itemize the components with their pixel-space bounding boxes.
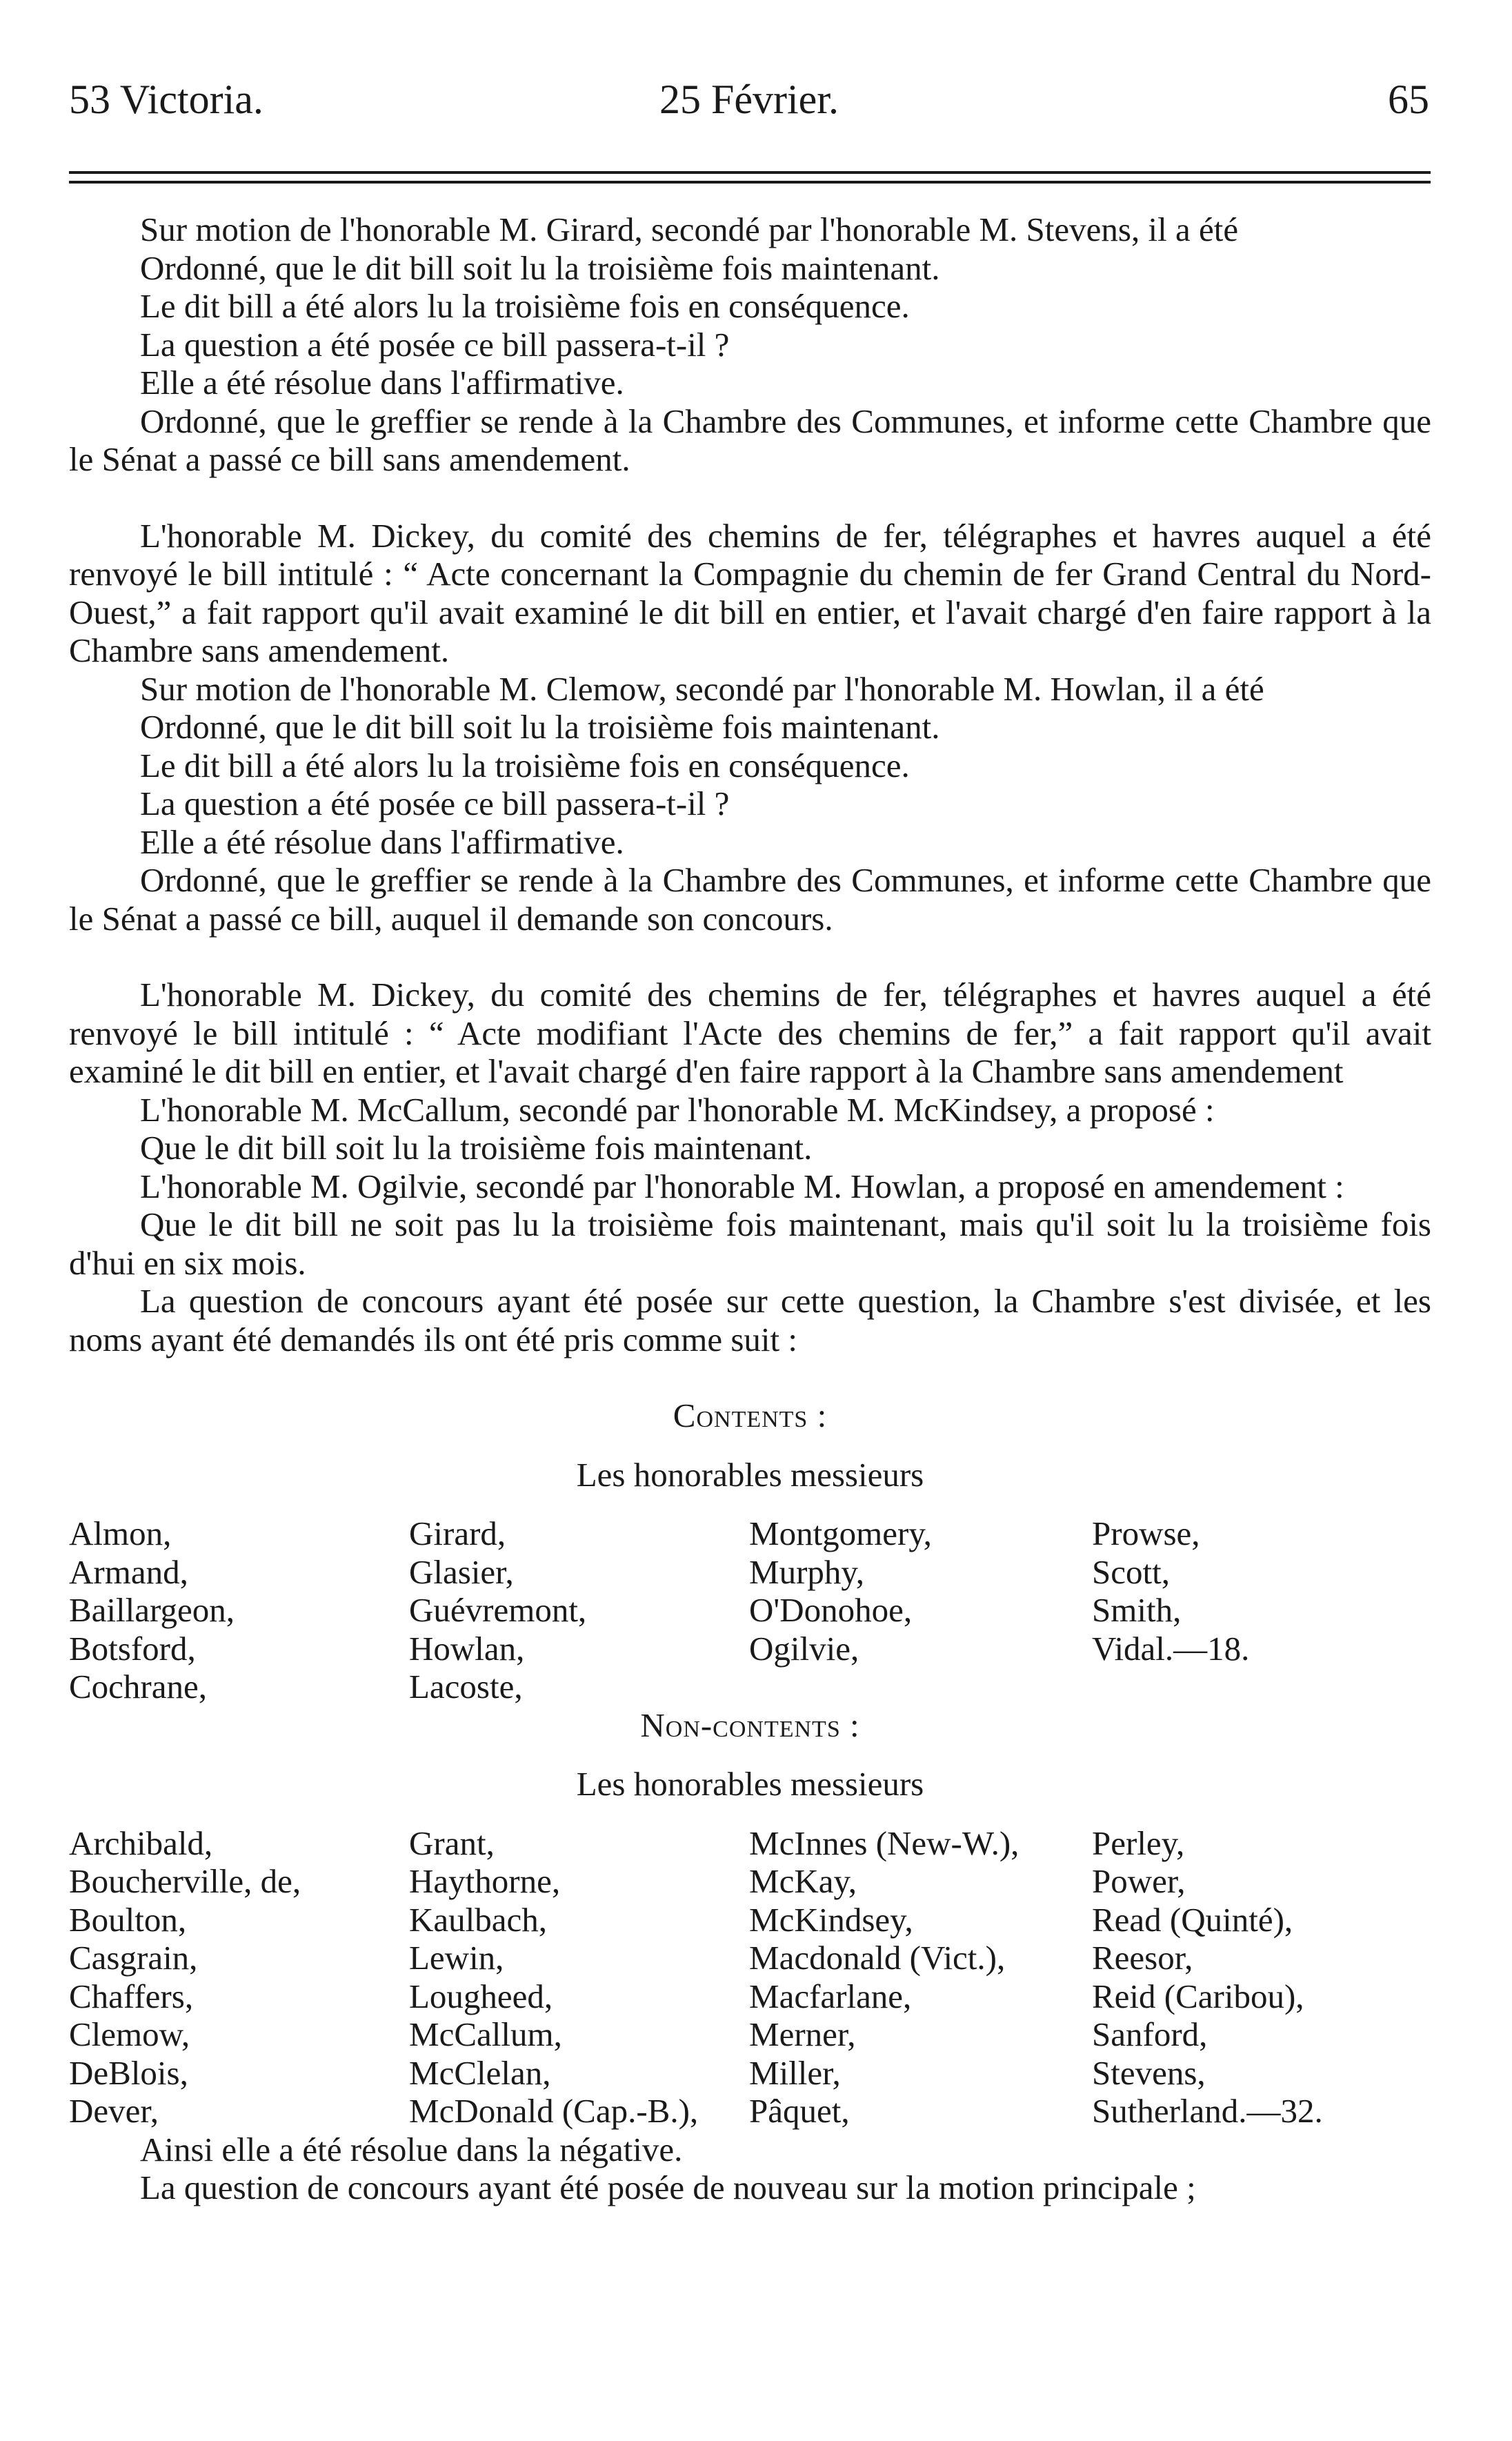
paragraph: Ordonné, que le dit bill soit lu la troisième fois maintenant. bbox=[140, 248, 940, 287]
paragraph: Sur motion de l'honorable M. Clemow, secondé par l'honorable M. Howlan, il a été bbox=[140, 669, 1264, 708]
senator-name: Casgrain, bbox=[69, 1939, 198, 1977]
senator-name: Lougheed, bbox=[409, 1977, 553, 2015]
senator-name: McCallum, bbox=[409, 2015, 562, 2053]
senator-name: Reesor, bbox=[1092, 1939, 1193, 1977]
senator-name: Stevens, bbox=[1092, 2053, 1206, 2092]
senator-name: McClelan, bbox=[409, 2053, 551, 2092]
paragraph: La question de concours ayant été posée de nouveau sur la motion principale ; bbox=[140, 2168, 1196, 2206]
header-session: 53 Victoria. bbox=[69, 77, 263, 122]
senator-name: Kaulbach, bbox=[409, 1900, 547, 1939]
senator-name: Guévremont, bbox=[409, 1591, 587, 1629]
senator-name: Ogilvie, bbox=[749, 1629, 859, 1668]
paragraph: L'honorable M. Dickey, du comité des chemins de fer, télégraphes et havres auquel a été renvoyé le bill intitulé : “ Acte concernant la Compagnie du chemin de fer Grand Central du Nord-Ouest,” a fait rapport qu'il avait examiné le dit bill en entier, et l'avait chargé d'en faire rapport à la Chambre sans amendement. bbox=[69, 516, 1431, 669]
senator-name: Howlan, bbox=[409, 1629, 525, 1668]
senator-name: Pâquet, bbox=[749, 2092, 850, 2130]
senator-name: Merner, bbox=[749, 2015, 856, 2053]
senator-name: Prowse, bbox=[1092, 1514, 1200, 1552]
contents-names bbox=[69, 1514, 1431, 1706]
senator-name: Glasier, bbox=[409, 1552, 514, 1591]
senator-name: Lewin, bbox=[409, 1939, 504, 1977]
senator-name: Botsford, bbox=[69, 1629, 196, 1668]
senator-name: Macdonald (Vict.), bbox=[749, 1939, 1006, 1977]
paragraph: Elle a été résolue dans l'affirmative. bbox=[140, 822, 624, 861]
paragraph: La question a été posée ce bill passera-t-il ? bbox=[140, 325, 730, 364]
senator-name: Dever, bbox=[69, 2092, 159, 2130]
senator-name: Cochrane, bbox=[69, 1668, 207, 1706]
senator-name: Clemow, bbox=[69, 2015, 190, 2053]
paragraph: La question a été posée ce bill passera-t-il ? bbox=[140, 784, 730, 822]
senator-name: Armand, bbox=[69, 1552, 188, 1591]
senator-name: Boucherville, de, bbox=[69, 1862, 301, 1900]
senator-name: Vidal.—18. bbox=[1092, 1629, 1250, 1668]
senator-name: Chaffers, bbox=[69, 1977, 194, 2015]
senator-name: Scott, bbox=[1092, 1552, 1170, 1591]
senator-name: Baillargeon, bbox=[69, 1591, 235, 1629]
senator-name: Haythorne, bbox=[409, 1862, 561, 1900]
page-body bbox=[69, 210, 1431, 2207]
contents-subheading: Les honorables messieurs bbox=[576, 1455, 924, 1494]
senator-name: Read (Quinté), bbox=[1092, 1900, 1293, 1939]
senator-name: Macfarlane, bbox=[749, 1977, 912, 2015]
senator-name: McKindsey, bbox=[749, 1900, 913, 1939]
senator-name: Miller, bbox=[749, 2053, 841, 2092]
senator-name: Girard, bbox=[409, 1514, 506, 1552]
senator-name: Lacoste, bbox=[409, 1668, 523, 1706]
non-contents-subheading: Les honorables messieurs bbox=[576, 1765, 924, 1803]
header-date: 25 Février. bbox=[659, 77, 839, 122]
paragraph: Sur motion de l'honorable M. Girard, secondé par l'honorable M. Stevens, il a été bbox=[140, 210, 1239, 248]
senator-name: Sanford, bbox=[1092, 2015, 1208, 2053]
paragraph: Ordonné, que le greffier se rende à la Chambre des Communes, et informe cette Chambre que le Sénat a passé ce bill sans amendement. bbox=[69, 402, 1431, 478]
paragraph: Ainsi elle a été résolue dans la négative. bbox=[140, 2130, 683, 2168]
page-header bbox=[69, 76, 1429, 138]
non-contents-names bbox=[69, 1824, 1431, 2131]
paragraph: Le dit bill a été alors lu la troisième fois en conséquence. bbox=[140, 746, 910, 784]
paragraph: La question de concours ayant été posée sur cette question, la Chambre s'est divisée, et les noms ayant été demandés ils ont été pris comme suit : bbox=[69, 1282, 1431, 1358]
senator-name: O'Donohoe, bbox=[749, 1591, 913, 1629]
paragraph: L'honorable M. Dickey, du comité des chemins de fer, télégraphes et havres auquel a été renvoyé le bill intitulé : “ Acte modifiant l'Acte des chemins de fer,” a fait rapport qu'il avait examiné le dit bill en entier, et l'avait chargé d'en faire rapport à la Chambre sans amendement bbox=[69, 976, 1431, 1090]
senator-name: Boulton, bbox=[69, 1900, 187, 1939]
senator-name: McDonald (Cap.-B.), bbox=[409, 2092, 699, 2130]
paragraph: L'honorable M. Ogilvie, secondé par l'honorable M. Howlan, a proposé en amendement : bbox=[140, 1167, 1344, 1205]
senator-name: Almon, bbox=[69, 1514, 172, 1552]
paragraph: Elle a été résolue dans l'affirmative. bbox=[140, 364, 624, 402]
page-number: 65 bbox=[1388, 77, 1429, 122]
senator-name: DeBlois, bbox=[69, 2053, 188, 2092]
senator-name: Archibald, bbox=[69, 1824, 213, 1862]
non-contents-heading: Non-contents : bbox=[640, 1706, 860, 1744]
paragraph: Ordonné, que le greffier se rende à la Chambre des Communes, et informe cette Chambre que le Sénat a passé ce bill, auquel il demande son concours. bbox=[69, 861, 1431, 938]
senator-name: McInnes (New-W.), bbox=[749, 1824, 1019, 1862]
senator-name: Murphy, bbox=[749, 1552, 864, 1591]
paragraph: L'honorable M. McCallum, secondé par l'honorable M. McKindsey, a proposé : bbox=[140, 1090, 1215, 1129]
senator-name: Power, bbox=[1092, 1862, 1186, 1900]
senator-name: Sutherland.—32. bbox=[1092, 2092, 1323, 2130]
senator-name: Smith, bbox=[1092, 1591, 1182, 1629]
paragraph: Ordonné, que le dit bill soit lu la troisième fois maintenant. bbox=[140, 708, 940, 746]
header-rule bbox=[69, 171, 1431, 174]
senator-name: Perley, bbox=[1092, 1824, 1185, 1862]
paragraph: Que le dit bill ne soit pas lu la troisième fois maintenant, mais qu'il soit lu la troisième fois d'hui en six mois. bbox=[69, 1205, 1431, 1282]
senator-name: Montgomery, bbox=[749, 1514, 932, 1552]
paragraph: Que le dit bill soit lu la troisième fois maintenant. bbox=[140, 1129, 813, 1167]
senator-name: Grant, bbox=[409, 1824, 495, 1862]
senator-name: Reid (Caribou), bbox=[1092, 1977, 1304, 2015]
paragraph: Le dit bill a été alors lu la troisième fois en conséquence. bbox=[140, 287, 910, 325]
contents-heading: Contents : bbox=[673, 1396, 828, 1434]
header-rule bbox=[69, 181, 1431, 184]
senator-name: McKay, bbox=[749, 1862, 857, 1900]
